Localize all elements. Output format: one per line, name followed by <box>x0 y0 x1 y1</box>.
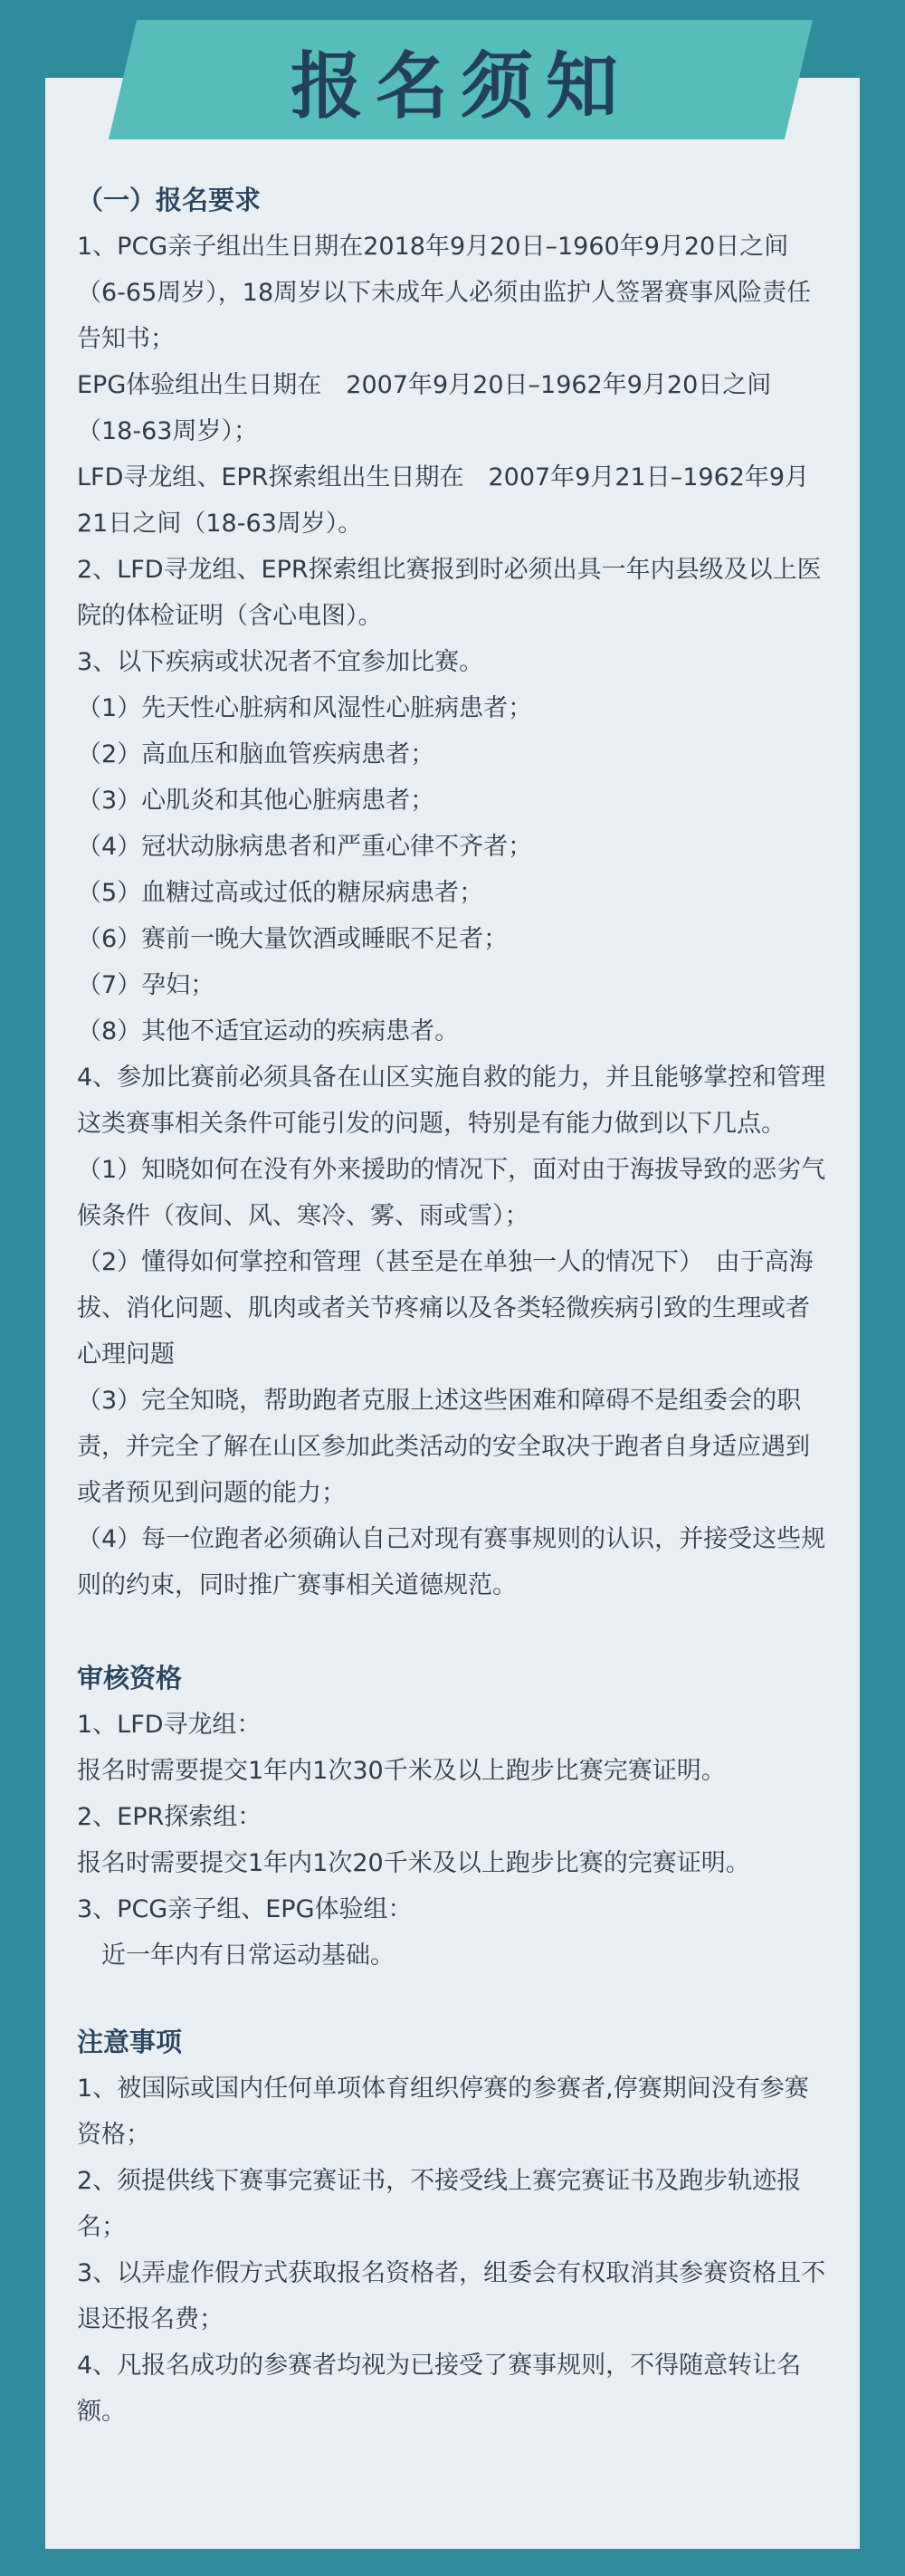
paragraph: 2、EPR探索组： <box>77 1803 262 1831</box>
list-item: （4）冠状动脉病患者和严重心律不齐者； <box>77 833 533 861</box>
list-item: （3）完全知晓，帮助跑者克服上述这些困难和障碍不是组委会的职责，并完全了解在山区参加此类活动的安全取决于跑者自身适应遇到或者预见到问题的能力； <box>77 1387 810 1507</box>
section-heading-registration-requirements: （一）报名要求 <box>77 185 262 215</box>
section-spacer <box>77 1979 828 2019</box>
paragraph: 1、PCG亲子组出生日期在2018年9月20日–1960年9月20日之间（6-65周岁），18周岁以下未成年人必须由监护人签署赛事风险责任告知书； <box>77 233 812 353</box>
list-item: （7）孕妇； <box>77 971 215 999</box>
paragraph: 报名时需要提交1年内1次30千米及以上跑步比赛完赛证明。 <box>77 1757 726 1785</box>
list-item: （1）先天性心脏病和风湿性心脏病患者； <box>77 694 533 722</box>
list-item: （6）赛前一晚大量饮酒或睡眠不足者； <box>77 925 509 953</box>
list-item: （3）心肌炎和其他心脏病患者； <box>77 787 435 815</box>
section-spacer <box>77 1608 828 1655</box>
list-item: （5）血糖过高或过低的糖尿病患者； <box>77 879 484 907</box>
paragraph: 2、须提供线下赛事完赛证书，不接受线上赛完赛证书及跑步轨迹报名； <box>77 2167 802 2241</box>
paragraph: 3、PCG亲子组、EPG体验组： <box>77 1895 413 1923</box>
paragraph: EPG体验组出生日期在 2007年9月20日–1962年9月20日之间（18-63周岁）； <box>77 371 772 445</box>
paragraph: 报名时需要提交1年内1次20千米及以上跑步比赛的完赛证明。 <box>77 1849 750 1877</box>
list-item: （2）懂得如何掌控和管理（甚至是在单独一人的情况下） 由于高海拔、消化问题、肌肉或者关节疼痛以及各类轻微疾病引致的生理或者心理问题 <box>77 1248 814 1369</box>
list-item: （1）知晓如何在没有外来援助的情况下，面对由于海拔导致的恶劣气候条件（夜间、风、寒冷、雾、雨或雪）； <box>77 1156 826 1230</box>
list-item: （2）高血压和脑血管疾病患者； <box>77 740 435 768</box>
list-item: （8）其他不适宜运动的疾病患者。 <box>77 1017 460 1045</box>
paragraph: 1、LFD寻龙组： <box>77 1711 262 1739</box>
list-item: （4）每一位跑者必须确认自己对现有赛事规则的认识，并接受这些规则的约束，同时推广赛事相关道德规范。 <box>77 1525 826 1599</box>
paragraph: 4、参加比赛前必须具备在山区实施自救的能力，并且能够掌控和管理这类赛事相关条件可能引发的问题，特别是有能力做到以下几点。 <box>77 1064 826 1138</box>
section-heading-notes: 注意事项 <box>77 2027 183 2057</box>
notice-content <box>77 177 828 2435</box>
paragraph: 3、以弄虚作假方式获取报名资格者，组委会有权取消其参赛资格且不退还报名费； <box>77 2259 826 2333</box>
paragraph: 4、凡报名成功的参赛者均视为已接受了赛事规则，不得随意转让名额。 <box>77 2352 802 2426</box>
page-title: 报名须知 <box>291 43 631 129</box>
paragraph: 2、LFD寻龙组、EPR探索组比赛报到时必须出具一年内县级及以上医院的体检证明（含心电图）。 <box>77 556 822 630</box>
paragraph: 近一年内有日常运动基础。 <box>77 1942 395 1970</box>
section-heading-qualification-review: 审核资格 <box>77 1663 183 1693</box>
paragraph: 3、以下疾病或状况者不宜参加比赛。 <box>77 648 484 676</box>
paragraph: LFD寻龙组、EPR探索组出生日期在 2007年9月21日–1962年9月21日之间（18-63周岁）。 <box>77 463 810 538</box>
paragraph: 1、被国际或国内任何单项体育组织停赛的参赛者,停赛期间没有参赛资格； <box>77 2075 809 2149</box>
